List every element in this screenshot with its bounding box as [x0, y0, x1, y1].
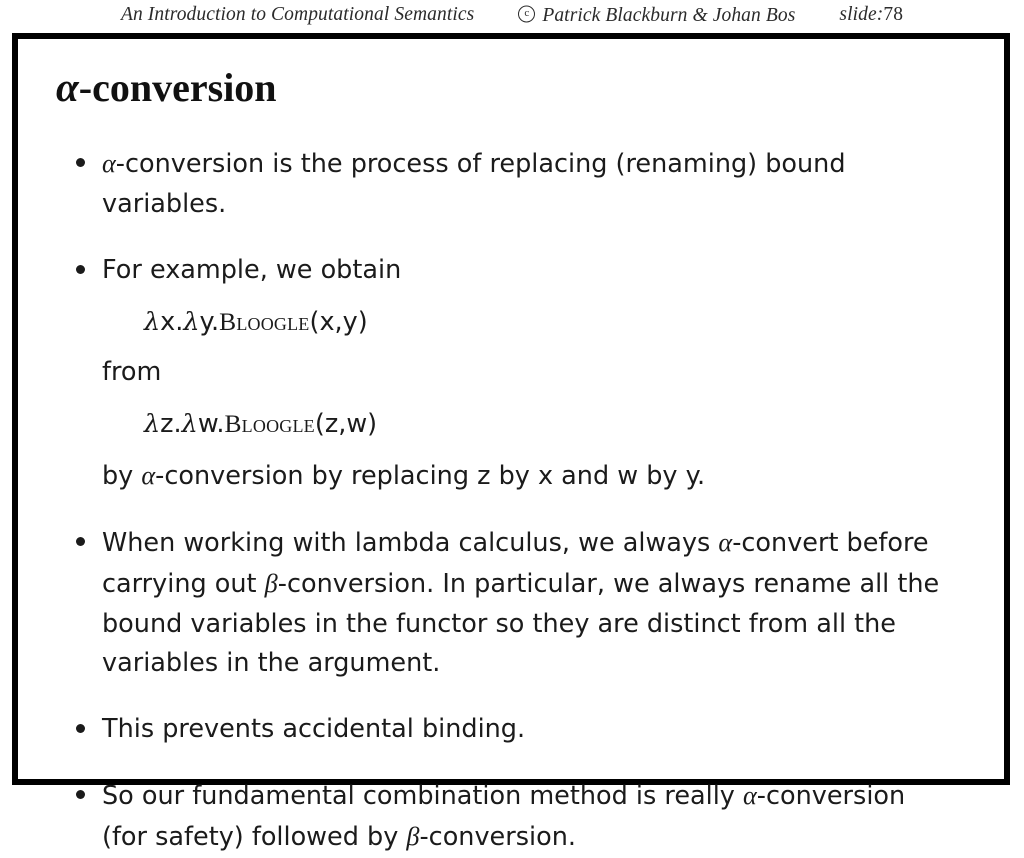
lambda-symbol: λ: [183, 306, 200, 337]
bullet-3-text: [102, 523, 946, 684]
from-label: from: [102, 357, 162, 388]
lambda-expression-2: [102, 404, 946, 445]
bullet-dot-icon: [76, 724, 85, 733]
slide-number: 78: [883, 4, 904, 25]
bullet-5-text: [102, 776, 946, 858]
bullet-dot-icon: [76, 790, 85, 799]
bullet-dot-icon: [76, 265, 85, 274]
bullet-5-part2: -conversion (for safety) followed by: [102, 781, 906, 852]
expr1-args: (x,y): [309, 306, 368, 337]
slide-indicator: [839, 4, 903, 26]
bullet-dot-icon: [76, 158, 85, 167]
alpha-symbol: α: [141, 460, 156, 490]
page-title: [56, 64, 277, 110]
beta-symbol: β: [264, 568, 278, 598]
running-header: [0, 0, 1024, 30]
list-item: [18, 251, 976, 497]
bullet-list: [18, 144, 1004, 858]
bullet-dot-icon: [76, 537, 85, 546]
bullet-3-part3: -conversion. In particular, we always rename all the bound variables in the functor so they are distinct from all the variables in the argument.: [102, 568, 940, 679]
alpha-symbol: α: [102, 149, 116, 178]
bullet-3-part1: When working with lambda calculus, we always: [102, 527, 719, 558]
list-item: [18, 523, 976, 684]
expr2-var2: w.: [197, 409, 225, 440]
lambda-symbol: λ: [144, 306, 161, 337]
alpha-symbol: α: [718, 527, 733, 557]
expr1-var1: x.: [160, 306, 184, 337]
copyright-glyph: c: [524, 6, 530, 19]
bullet-4-text: This prevents accidental binding.: [102, 714, 526, 745]
expr2-var1: z.: [160, 409, 182, 440]
copyright-line: [518, 4, 795, 27]
beta-symbol: β: [406, 821, 420, 851]
list-item: [18, 710, 976, 750]
lambda-symbol: λ: [181, 409, 198, 440]
expr1-var2: y.: [199, 306, 220, 337]
alpha-symbol: α: [743, 781, 757, 810]
list-item: [18, 776, 976, 858]
expr1-predicate: Bloogle: [219, 306, 310, 336]
slide-frame: [12, 33, 1010, 852]
list-item: [18, 144, 976, 225]
title-text: -conversion: [78, 65, 277, 110]
bullet-3-part2: -convert before carrying out: [102, 527, 929, 599]
bullet-5-part3: -conversion.: [419, 821, 576, 852]
bullet-1-body: -conversion is the process of replacing (renaming) bound variables.: [102, 149, 846, 219]
closing-post: -conversion by replacing z by x and w by y.: [155, 460, 706, 491]
authors: Patrick Blackburn & Johan Bos: [542, 4, 796, 26]
bullet-2-closing: [102, 456, 946, 497]
copyright-icon: [518, 5, 535, 22]
book-title: An Introduction to Computational Semantics: [120, 4, 475, 25]
lambda-expression-1: [102, 302, 946, 343]
bullet-5-part1: So our fundamental combination method is really: [102, 781, 743, 811]
expr2-args: (z,w): [314, 409, 378, 440]
lambda-symbol: λ: [144, 409, 161, 440]
bullet-1-text: [102, 144, 946, 225]
expr2-predicate: Bloogle: [224, 409, 315, 439]
bullet-2-intro: For example, we obtain: [102, 254, 402, 285]
closing-pre: by: [102, 460, 142, 491]
title-alpha-symbol: α: [56, 64, 79, 110]
slide-label: slide:: [839, 4, 884, 25]
